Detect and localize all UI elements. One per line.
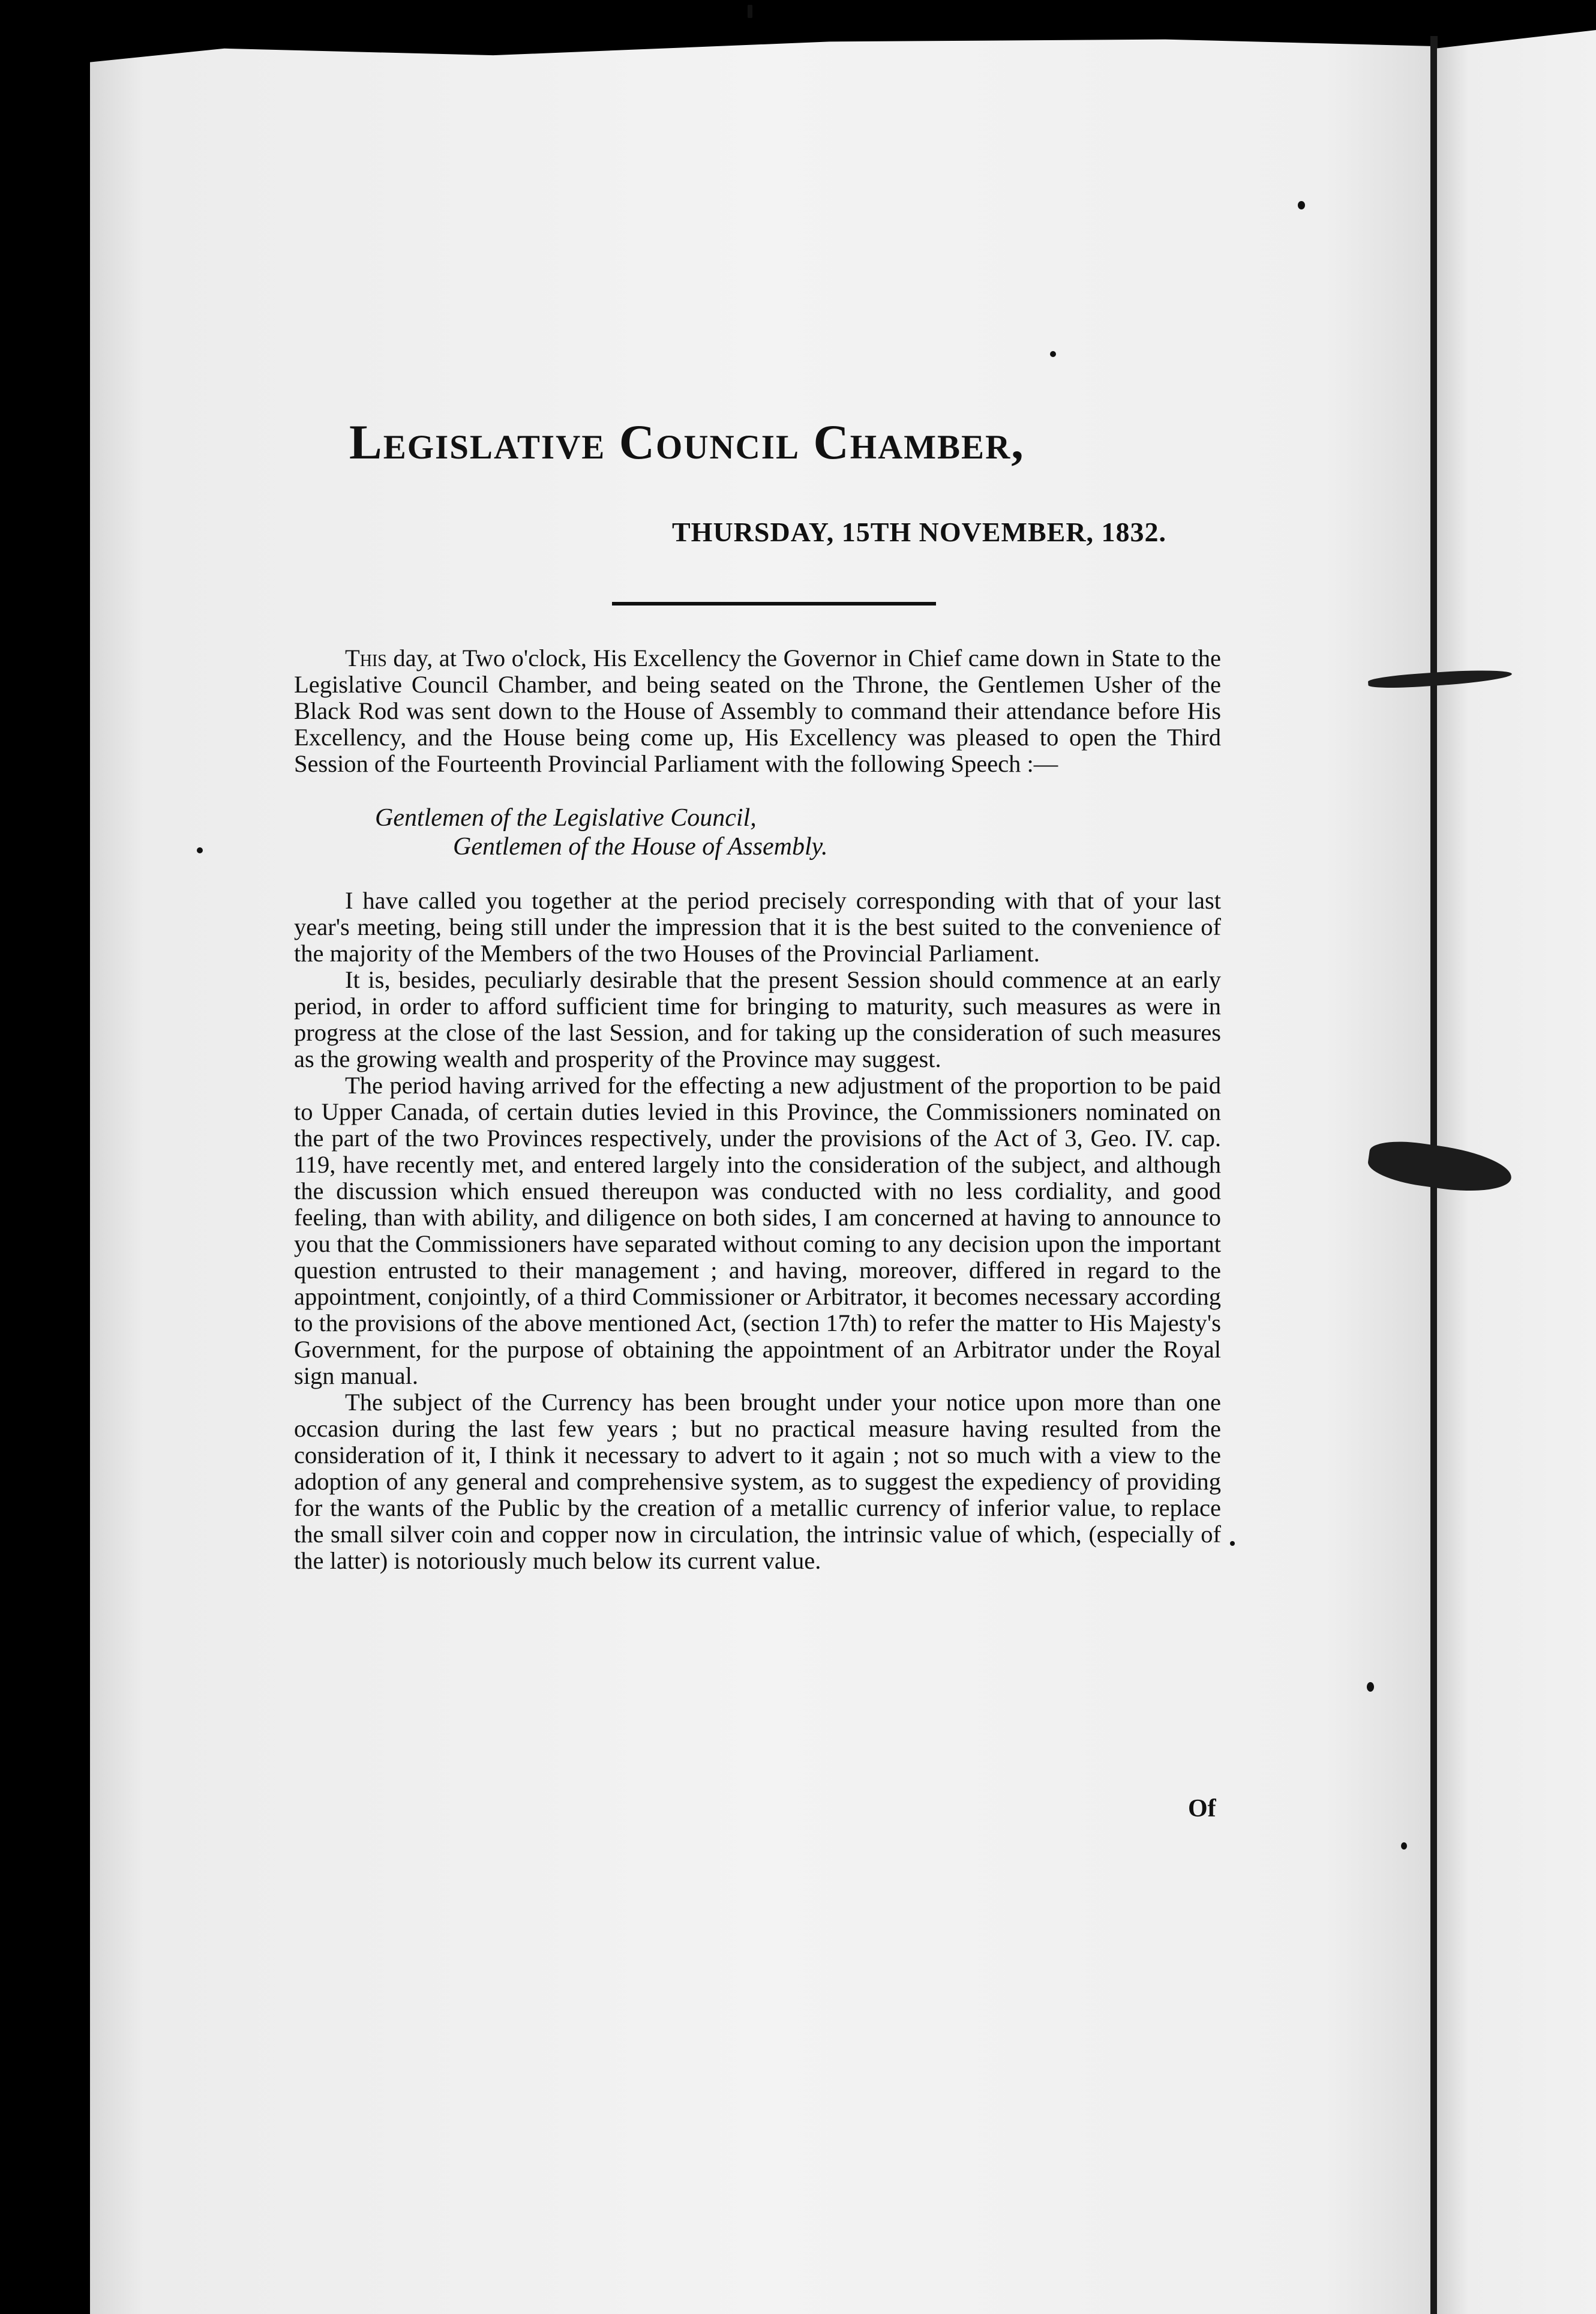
catchword: Of	[1188, 1795, 1216, 1823]
paragraph-2: It is, besides, peculiarly desirable that the present Session should commence at an early period, in order to afford sufficient time for bringing to maturity, such measures as were in progress at the close of the last Session, and for taking up the consideration of such measures as the growing wealth and prosperity of the Province may suggest.	[294, 966, 1221, 1072]
dateline: THURSDAY, 15TH NOVEMBER, 1832.	[672, 517, 1167, 547]
speck	[1367, 1682, 1374, 1692]
speck	[1050, 351, 1056, 357]
divider-rule	[612, 602, 936, 606]
speech-address	[294, 804, 1221, 861]
opening-text: day, at Two o'clock, His Excellency the Governor in Chief came down in State to the Legislative Council Chamber, and being seated on the Throne, the Gentlemen Usher of the Black Rod was sent down to the House of Assembly to command their attendance before His Excellency, and the House being come up, His Excellency was pleased to open the Third Session of the Fourteenth Provincial Parliament with the following Speech :—	[294, 645, 1221, 777]
address-line-1: Gentlemen of the Legislative Council,	[375, 804, 757, 832]
speck	[748, 5, 752, 18]
speck	[197, 847, 203, 853]
address-line-2: Gentlemen of the House of Assembly.	[453, 833, 828, 861]
opening-small-caps: This	[345, 645, 387, 672]
speck	[1230, 1541, 1235, 1546]
opening-paragraph	[294, 645, 1221, 777]
paragraph-3: The period having arrived for the effecting a new adjustment of the proportion to be paid to Upper Canada, of certain duties levied in this Province, the Commissioners nominated on the part of the two Provinces respectively, under the provisions of the Act of 3, Geo. IV. cap. 119, have recently met, and entered largely into the consideration of the subject, and although the discussion which ensued thereupon was conducted with no less cordiality, and good feeling, than with ability, and diligence on both sides, I am concerned at having to announce to you that the Commissioners have separated without coming to any decision upon the important question entrusted to their management ; and having, moreover, differed in regard to the appointment, conjointly, of a third Commissioner or Arbitrator, it becomes necessary according to the provisions of the above mentioned Act, (section 17th) to refer the matter to His Majesty's Government, for the purpose of obtaining the appointment of an Arbitrator under the Royal sign manual.	[294, 1072, 1221, 1389]
paragraph-4: The subject of the Currency has been brought under your notice upon more than one occasion during the last few years ; but no practical measure having resulted from the consideration of it, I think it necessary to advert to it again ; not so much with a view to the adoption of any general and comprehensive system, as to suggest the expediency of providing for the wants of the Public by the creation of a metallic currency of inferior value, to replace the small silver coin and copper now in circulation, the intrinsic value of which, (especially of the latter) is notoriously much below its current value.	[294, 1389, 1221, 1574]
paragraph-1: I have called you together at the period precisely corresponding with that of your last year's meeting, being still under the impression that it is the best suited to the convenience of the majority of the Members of the two Houses of the Provincial Parliament.	[294, 887, 1221, 967]
speck	[1401, 1842, 1407, 1850]
document-title: Legislative Council Chamber,	[349, 415, 1025, 469]
speck	[1298, 201, 1305, 209]
document-body	[294, 645, 1221, 1574]
